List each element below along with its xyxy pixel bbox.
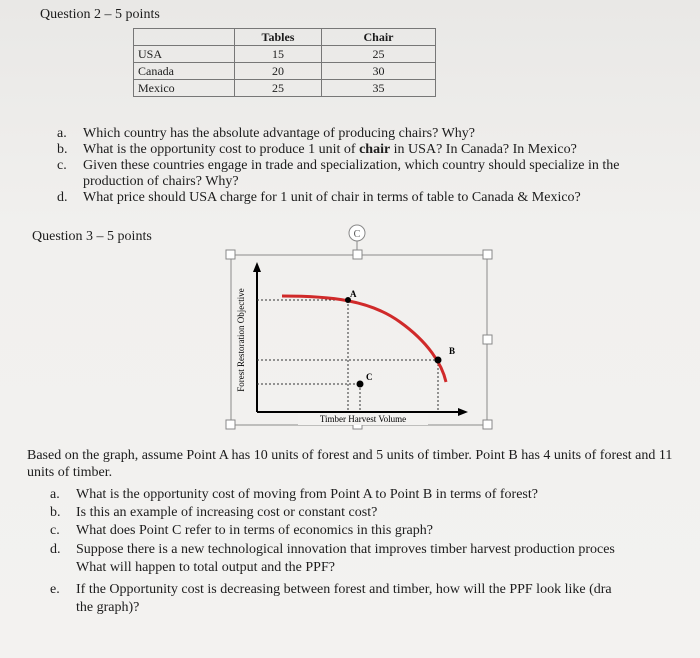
item-label: e. xyxy=(50,582,60,597)
point-b-label: B xyxy=(449,346,456,356)
table-cell-country: Mexico xyxy=(134,80,235,97)
q3-item-d-continuation: What will happen to total output and the PPF? xyxy=(76,560,335,575)
table-cell-country: Canada xyxy=(134,63,235,80)
x-axis-arrow-icon xyxy=(458,408,468,416)
resize-handle[interactable] xyxy=(226,420,235,429)
ppf-curve xyxy=(282,296,446,382)
table-header-tables: Tables xyxy=(235,29,322,46)
item-text: Given these countries engage in trade and specialization, which country should specialize in the xyxy=(83,158,620,173)
item-text: Is this an example of increasing cost or constant cost? xyxy=(76,505,378,520)
point-b-dot xyxy=(435,357,442,364)
item-label: c. xyxy=(50,523,60,538)
y-axis-label: Forest Restoration Objective xyxy=(236,288,246,392)
q3-item-d xyxy=(50,542,615,558)
resize-handle[interactable] xyxy=(483,250,492,259)
item-label: b. xyxy=(50,505,61,520)
item-text: What price should USA charge for 1 unit of chair in terms of table to Canada & Mexico? xyxy=(83,190,581,205)
table-cell-tables: 25 xyxy=(235,80,322,97)
q2-item-c xyxy=(57,158,619,174)
q3-item-e xyxy=(50,582,612,598)
resize-handle[interactable] xyxy=(353,250,362,259)
point-c-dot xyxy=(357,381,364,388)
q3-item-a xyxy=(50,487,538,503)
item-label: a. xyxy=(57,126,67,141)
table-header-chair: Chair xyxy=(322,29,436,46)
rotate-handle-glyph: C xyxy=(353,229,361,240)
q2-item-d xyxy=(57,190,581,206)
y-axis-arrow-icon xyxy=(253,262,261,272)
graph-frame xyxy=(231,255,487,425)
point-c-label: C xyxy=(366,372,373,382)
table-row xyxy=(134,80,436,97)
table-cell-chair: 35 xyxy=(322,80,436,97)
table-cell-country: USA xyxy=(134,46,235,63)
q3-item-c xyxy=(50,523,433,539)
item-label: a. xyxy=(50,487,60,502)
q3-item-e-continuation: the graph)? xyxy=(76,600,140,615)
item-text: Which country has the absolute advantage of producing chairs? Why? xyxy=(83,126,475,141)
resize-handle[interactable] xyxy=(483,420,492,429)
q2-item-c-continuation: production of chairs? Why? xyxy=(83,174,239,189)
item-text: What does Point C refer to in terms of economics in this graph? xyxy=(76,523,433,538)
table-cell-chair: 25 xyxy=(322,46,436,63)
item-text: Suppose there is a new technological innovation that improves timber harvest production proces xyxy=(76,542,615,557)
ppf-graph xyxy=(220,222,500,430)
item-label: b. xyxy=(57,142,68,157)
resize-handle[interactable] xyxy=(483,335,492,344)
item-text-pre: What is the opportunity cost to produce 1 unit of xyxy=(83,142,360,157)
q2-item-b xyxy=(57,142,577,158)
q3-intro: Based on the graph, assume Point A has 10 units of forest and 5 units of timber. Point B has 4 units of forest and 11 units of timber. xyxy=(27,448,673,480)
table-row xyxy=(134,63,436,80)
q3-heading: Question 3 – 5 points xyxy=(32,229,152,244)
item-text-bold: chair xyxy=(359,142,391,157)
item-label: c. xyxy=(57,158,67,173)
item-label: d. xyxy=(57,190,68,205)
point-a-label: A xyxy=(350,289,357,299)
table-cell-chair: 30 xyxy=(322,63,436,80)
production-table xyxy=(133,28,436,97)
item-text: What is the opportunity cost of moving from Point A to Point B in terms of forest? xyxy=(76,487,538,502)
table-header-row xyxy=(134,29,436,46)
item-text-post: in USA? In Canada? In Mexico? xyxy=(390,142,577,157)
item-label: d. xyxy=(50,542,61,557)
table-row xyxy=(134,46,436,63)
table-cell-tables: 15 xyxy=(235,46,322,63)
resize-handle[interactable] xyxy=(226,250,235,259)
item-text: If the Opportunity cost is decreasing between forest and timber, how will the PPF look like (dra xyxy=(76,582,612,597)
q2-heading: Question 2 – 5 points xyxy=(40,7,160,22)
x-axis-label: Timber Harvest Volume xyxy=(319,414,407,424)
table-header-corner xyxy=(134,29,235,46)
table-cell-tables: 20 xyxy=(235,63,322,80)
q3-item-b xyxy=(50,505,377,521)
q2-item-a xyxy=(57,126,475,142)
